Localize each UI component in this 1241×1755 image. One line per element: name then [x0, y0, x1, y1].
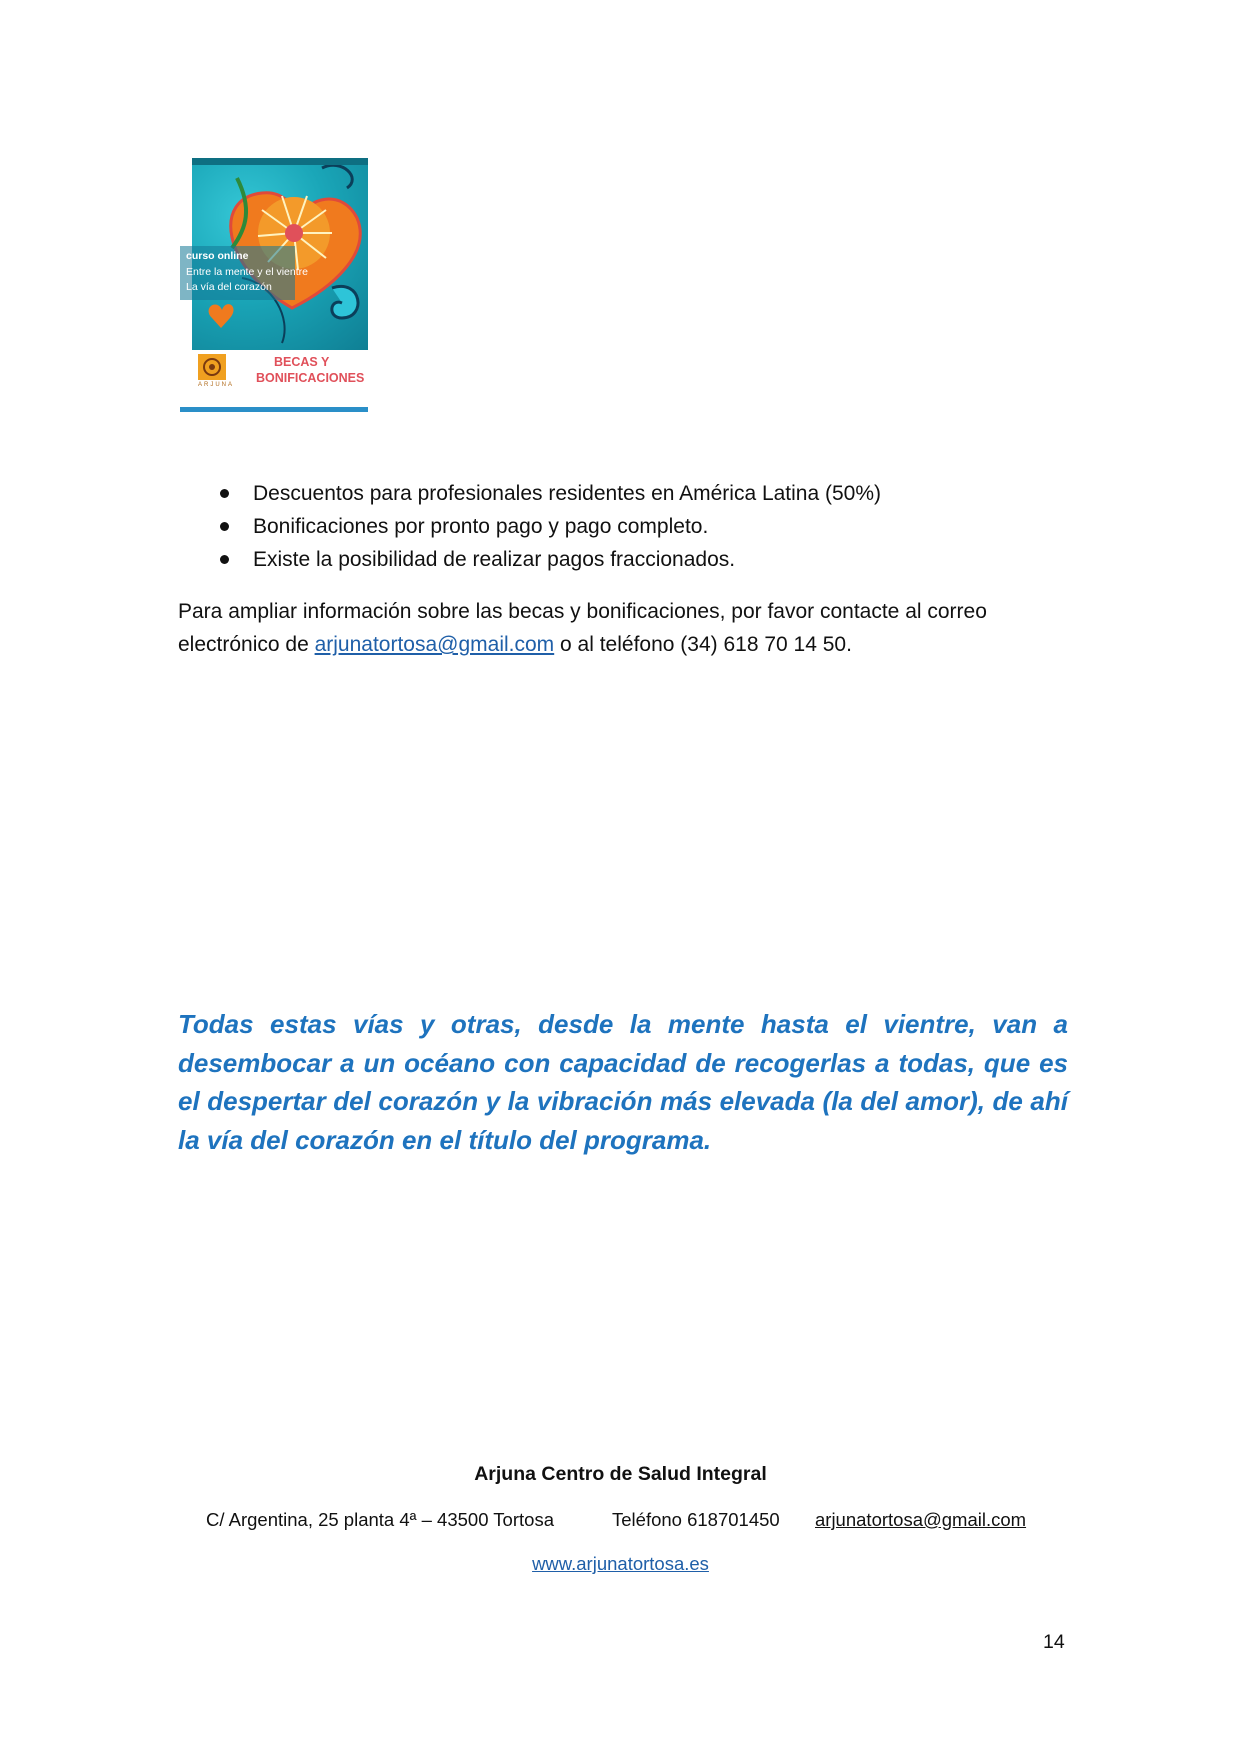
email-link[interactable]: arjunatortosa@gmail.com	[314, 633, 555, 656]
promo-caption-area	[180, 350, 368, 407]
list-item-text: Descuentos para profesionales residentes en América Latina (50%)	[253, 482, 882, 505]
bullet-icon	[220, 489, 229, 498]
footer-website	[0, 1553, 1241, 1575]
footer-email-link[interactable]: arjunatortosa@gmail.com	[815, 1509, 1027, 1530]
discount-list	[178, 477, 881, 576]
website-link[interactable]: www.arjunatortosa.es	[532, 1553, 709, 1574]
arjuna-logo-icon	[198, 354, 226, 380]
bullet-icon	[220, 522, 229, 531]
overlay-line-1: curso online	[186, 250, 249, 262]
overlay-line-3: La vía del corazón	[186, 281, 272, 293]
list-item	[178, 510, 881, 543]
overlay-line-2: Entre la mente y el vientre	[186, 266, 308, 278]
becas-heading	[256, 354, 364, 386]
course-title-overlay	[180, 246, 308, 300]
list-item-text: Existe la posibilidad de realizar pagos fraccionados.	[253, 548, 736, 571]
highlight-quote: Todas estas vías y otras, desde la mente hasta el vientre, van a desembocar a un océano con capacidad de recogerlas a todas, que es el despertar del corazón y la vibración más elevada (la del amor), de ahí la vía del corazón en el título del programa.	[178, 1009, 1068, 1155]
becas-heading-line-2: BONIFICACIONES	[256, 371, 365, 385]
list-item-text: Bonificaciones por pronto pago y pago completo.	[253, 515, 709, 538]
paragraph-phone-text: o al teléfono (34) 618 70 14 50.	[554, 633, 852, 656]
logo-label: ARJUNA	[198, 382, 235, 388]
promo-bottom-bar	[180, 407, 368, 412]
contact-paragraph	[178, 595, 1068, 661]
footer-address: C/ Argentina, 25 planta 4ª – 43500 Tortosa	[206, 1509, 554, 1530]
page-number: 14	[1043, 1631, 1065, 1653]
footer-phone: Teléfono 618701450	[612, 1509, 780, 1530]
footer-title: Arjuna Centro de Salud Integral	[474, 1463, 767, 1485]
list-item	[178, 543, 881, 576]
becas-heading-line-1: BECAS Y	[274, 355, 330, 369]
bullet-icon	[220, 555, 229, 564]
promo-image	[180, 158, 368, 412]
list-item	[178, 477, 881, 510]
paragraph-text: Para ampliar información sobre las becas y bonificaciones, por favor contacte al correo electrónico de	[178, 600, 987, 656]
